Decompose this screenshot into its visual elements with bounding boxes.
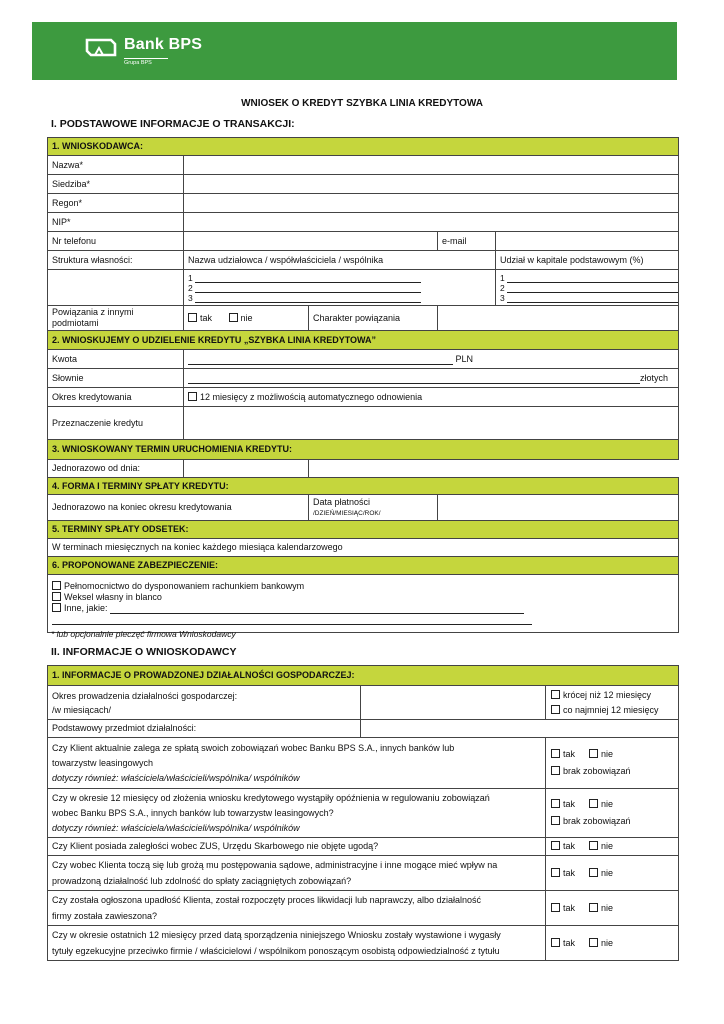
transaction-info-table: [47, 137, 679, 633]
checkbox-icon[interactable]: [551, 938, 560, 947]
q5-no-option[interactable]: nie: [589, 903, 613, 914]
checkbox-icon[interactable]: [551, 799, 560, 808]
q1-yes-option[interactable]: tak: [551, 746, 575, 763]
payment-date-label: Data płatności /DZIEŃ/MIESIĄC/ROK/: [309, 495, 438, 521]
purpose-field[interactable]: [184, 407, 679, 440]
name-field[interactable]: [184, 156, 679, 175]
ownership-col-share: Udział w kapitale podstawowym (%): [496, 251, 679, 270]
launch-blank: [309, 460, 679, 478]
ownership-spacer: [48, 270, 184, 306]
period-lt12-option[interactable]: krócej niż 12 miesięcy: [551, 688, 674, 703]
ownership-names-lines[interactable]: 1 2 3: [184, 270, 496, 306]
checkbox-icon[interactable]: [52, 603, 61, 612]
interest-text: W terminach miesięcznych na koniec każdego miesiąca kalendarzowego: [48, 539, 679, 557]
relation-type-field[interactable]: [438, 306, 679, 331]
brand-group: Grupa BPS: [124, 58, 168, 66]
period-ge12-option[interactable]: co najmniej 12 miesięcy: [551, 703, 674, 718]
payment-date-field[interactable]: [438, 495, 679, 521]
repayment-once-label: Jednorazowo na koniec okresu kredytowania: [48, 495, 309, 521]
name-label: Nazwa*: [48, 156, 184, 175]
interest-header: 5. TERMINY SPŁATY ODSETEK:: [48, 521, 679, 539]
launch-date-field[interactable]: [184, 460, 309, 478]
q5-yes-option[interactable]: tak: [551, 903, 575, 914]
checkbox-icon[interactable]: [551, 690, 560, 699]
question-1-options: [546, 738, 679, 789]
business-period-label: Okres prowadzenia działalności gospodarczej: /w miesiącach/: [48, 686, 361, 720]
relations-no-option[interactable]: nie: [229, 313, 253, 324]
question-2-options: [546, 789, 679, 838]
q3-no-option[interactable]: nie: [589, 841, 613, 852]
collateral-option-power-of-attorney[interactable]: Pełnomocnictwo do dysponowaniem rachunkiem bankowym: [52, 581, 674, 592]
question-3-options: [546, 838, 679, 856]
applicant-header: 1. WNIOSKODAWCA:: [48, 138, 679, 156]
collateral-header: 6. PROPONOWANE ZABEZPIECZENIE:: [48, 557, 679, 575]
ownership-shares-lines[interactable]: 1 2 3: [496, 270, 679, 306]
email-field[interactable]: [496, 232, 679, 251]
checkbox-icon[interactable]: [589, 903, 598, 912]
ownership-label: Struktura własności:: [48, 251, 184, 270]
brand-name: Bank BPS: [124, 36, 203, 53]
phone-field[interactable]: [184, 232, 438, 251]
business-subject-label: Podstawowy przedmiot działalności:: [48, 720, 361, 738]
launch-header: 3. WNIOSKOWANY TERMIN URUCHOMIENIA KREDYTU:: [48, 440, 679, 460]
credit-header: 2. WNIOSKUJEMY O UDZIELENIE KREDYTU „SZYBKA LINIA KREDYTOWA”: [48, 331, 679, 350]
checkbox-icon[interactable]: [551, 816, 560, 825]
q4-yes-option[interactable]: tak: [551, 868, 575, 879]
checkbox-icon[interactable]: [551, 868, 560, 877]
question-5-options: [546, 891, 679, 926]
ownership-col-name: Nazwa udziałowca / współwłaściciela / wspólnika: [184, 251, 496, 270]
q2-yes-option[interactable]: tak: [551, 796, 575, 813]
in-words-field[interactable]: złotych: [184, 369, 679, 388]
q1-no-obligations-option[interactable]: brak zobowiązań: [551, 763, 674, 780]
relations-options: [184, 306, 309, 331]
business-period-field[interactable]: [361, 686, 546, 720]
phone-label: Nr telefonu: [48, 232, 184, 251]
question-5: Czy została ogłoszona upadłość Klienta, został rozpoczęty proces likwidacji lub naprawczy, albo działalność firmy została zawieszona?: [48, 891, 546, 926]
business-subject-field[interactable]: [361, 720, 679, 738]
collateral-other-line[interactable]: [52, 614, 674, 625]
question-3: Czy Klient posiada zaległości wobec ZUS, Urzędu Skarbowego nie objęte ugodą?: [48, 838, 546, 856]
seat-label: Siedziba*: [48, 175, 184, 194]
business-header: 1. INFORMACJE O PROWADZONEJ DZIAŁALNOŚCI GOSPODARCZEJ:: [48, 666, 679, 686]
q1-no-option[interactable]: nie: [589, 746, 613, 763]
question-4-options: [546, 856, 679, 891]
header-band: [32, 22, 677, 80]
checkbox-icon[interactable]: [188, 392, 197, 401]
question-2: Czy w okresie 12 miesięcy od złożenia wniosku kredytowego wystąpiły opóźnienia w regulowaniu zobowiązań wobec Banku BPS S.A., innych banków lub towarzystw leasingowych? dotyczy również: właściciela/właścicieli/wspólnika/ wspólników: [48, 789, 546, 838]
seat-field[interactable]: [184, 175, 679, 194]
in-words-label: Słownie: [48, 369, 184, 388]
regon-field[interactable]: [184, 194, 679, 213]
section-2-title: II. INFORMACJE O WNIOSKODAWCY: [51, 646, 237, 658]
q6-yes-option[interactable]: tak: [551, 938, 575, 949]
checkbox-icon[interactable]: [551, 749, 560, 758]
checkbox-icon[interactable]: [551, 766, 560, 775]
relations-yes-option[interactable]: tak: [188, 313, 212, 324]
checkbox-icon[interactable]: [551, 705, 560, 714]
question-4: Czy wobec Klienta toczą się lub grożą mu postępowania sądowe, administracyjne i inne mogące mieć wpływ na prowadzoną działalność lub zdolność do spłaty zaciągniętych zobowiązań?: [48, 856, 546, 891]
question-1: Czy Klient aktualnie zalega ze spłatą swoich zobowiązań wobec Banku BPS S.A., innych banków lub towarzystw leasingowych dotyczy również: właściciela/właścicieli/wspólnika/ wspólników: [48, 738, 546, 789]
period-option[interactable]: 12 miesięcy z możliwością automatycznego odnowienia: [184, 388, 679, 407]
checkbox-icon[interactable]: [589, 841, 598, 850]
collateral-options: [48, 575, 679, 633]
nip-label: NIP*: [48, 213, 184, 232]
amount-label: Kwota: [48, 350, 184, 369]
regon-label: Regon*: [48, 194, 184, 213]
checkbox-icon[interactable]: [589, 749, 598, 758]
relation-type-label: Charakter powiązania: [309, 306, 438, 331]
footnote: * lub opcjonalnie pieczęć firmowa Wnioskodawcy: [51, 629, 236, 639]
document-title: WNIOSEK O KREDYT SZYBKA LINIA KREDYTOWA: [241, 98, 483, 109]
checkbox-icon[interactable]: [52, 581, 61, 590]
checkbox-icon[interactable]: [188, 313, 197, 322]
q2-no-option[interactable]: nie: [589, 796, 613, 813]
checkbox-icon[interactable]: [589, 868, 598, 877]
question-6: Czy w okresie ostatnich 12 miesięcy przed datą sporządzenia niniejszego Wniosku zostały wystawione i wygasły tytuły egzekucyjne przeciwko firmie / właścicielowi / wspólnikom ponoszącym osobistą odpowiedzialność z tytułu: [48, 926, 546, 961]
section-1-title: I. PODSTAWOWE INFORMACJE O TRANSAKCJI:: [51, 118, 295, 130]
business-period-options: [546, 686, 679, 720]
nip-field[interactable]: [184, 213, 679, 232]
launch-once-label: Jednorazowo od dnia:: [48, 460, 184, 478]
checkbox-icon[interactable]: [551, 903, 560, 912]
checkbox-icon[interactable]: [52, 592, 61, 601]
q6-no-option[interactable]: nie: [589, 938, 613, 949]
relations-label: Powiązania z innymi podmiotami: [48, 306, 184, 331]
q4-no-option[interactable]: nie: [589, 868, 613, 879]
collateral-option-other[interactable]: Inne, jakie:: [52, 603, 674, 614]
repayment-header: 4. FORMA I TERMINY SPŁATY KREDYTU:: [48, 478, 679, 495]
purpose-label: Przeznaczenie kredytu: [48, 407, 184, 440]
question-6-options: [546, 926, 679, 961]
email-label: e-mail: [438, 232, 496, 251]
checkbox-icon[interactable]: [589, 799, 598, 808]
checkbox-icon[interactable]: [229, 313, 238, 322]
bank-bps-logo-icon: [84, 37, 118, 59]
collateral-option-promissory-note[interactable]: Weksel własny in blanco: [52, 592, 674, 603]
checkbox-icon[interactable]: [551, 841, 560, 850]
checkbox-icon[interactable]: [589, 938, 598, 947]
amount-field[interactable]: PLN: [184, 350, 679, 369]
q2-no-obligations-option[interactable]: brak zobowiązań: [551, 813, 674, 830]
q3-yes-option[interactable]: tak: [551, 841, 575, 852]
period-label: Okres kredytowania: [48, 388, 184, 407]
applicant-info-table: [47, 665, 679, 961]
